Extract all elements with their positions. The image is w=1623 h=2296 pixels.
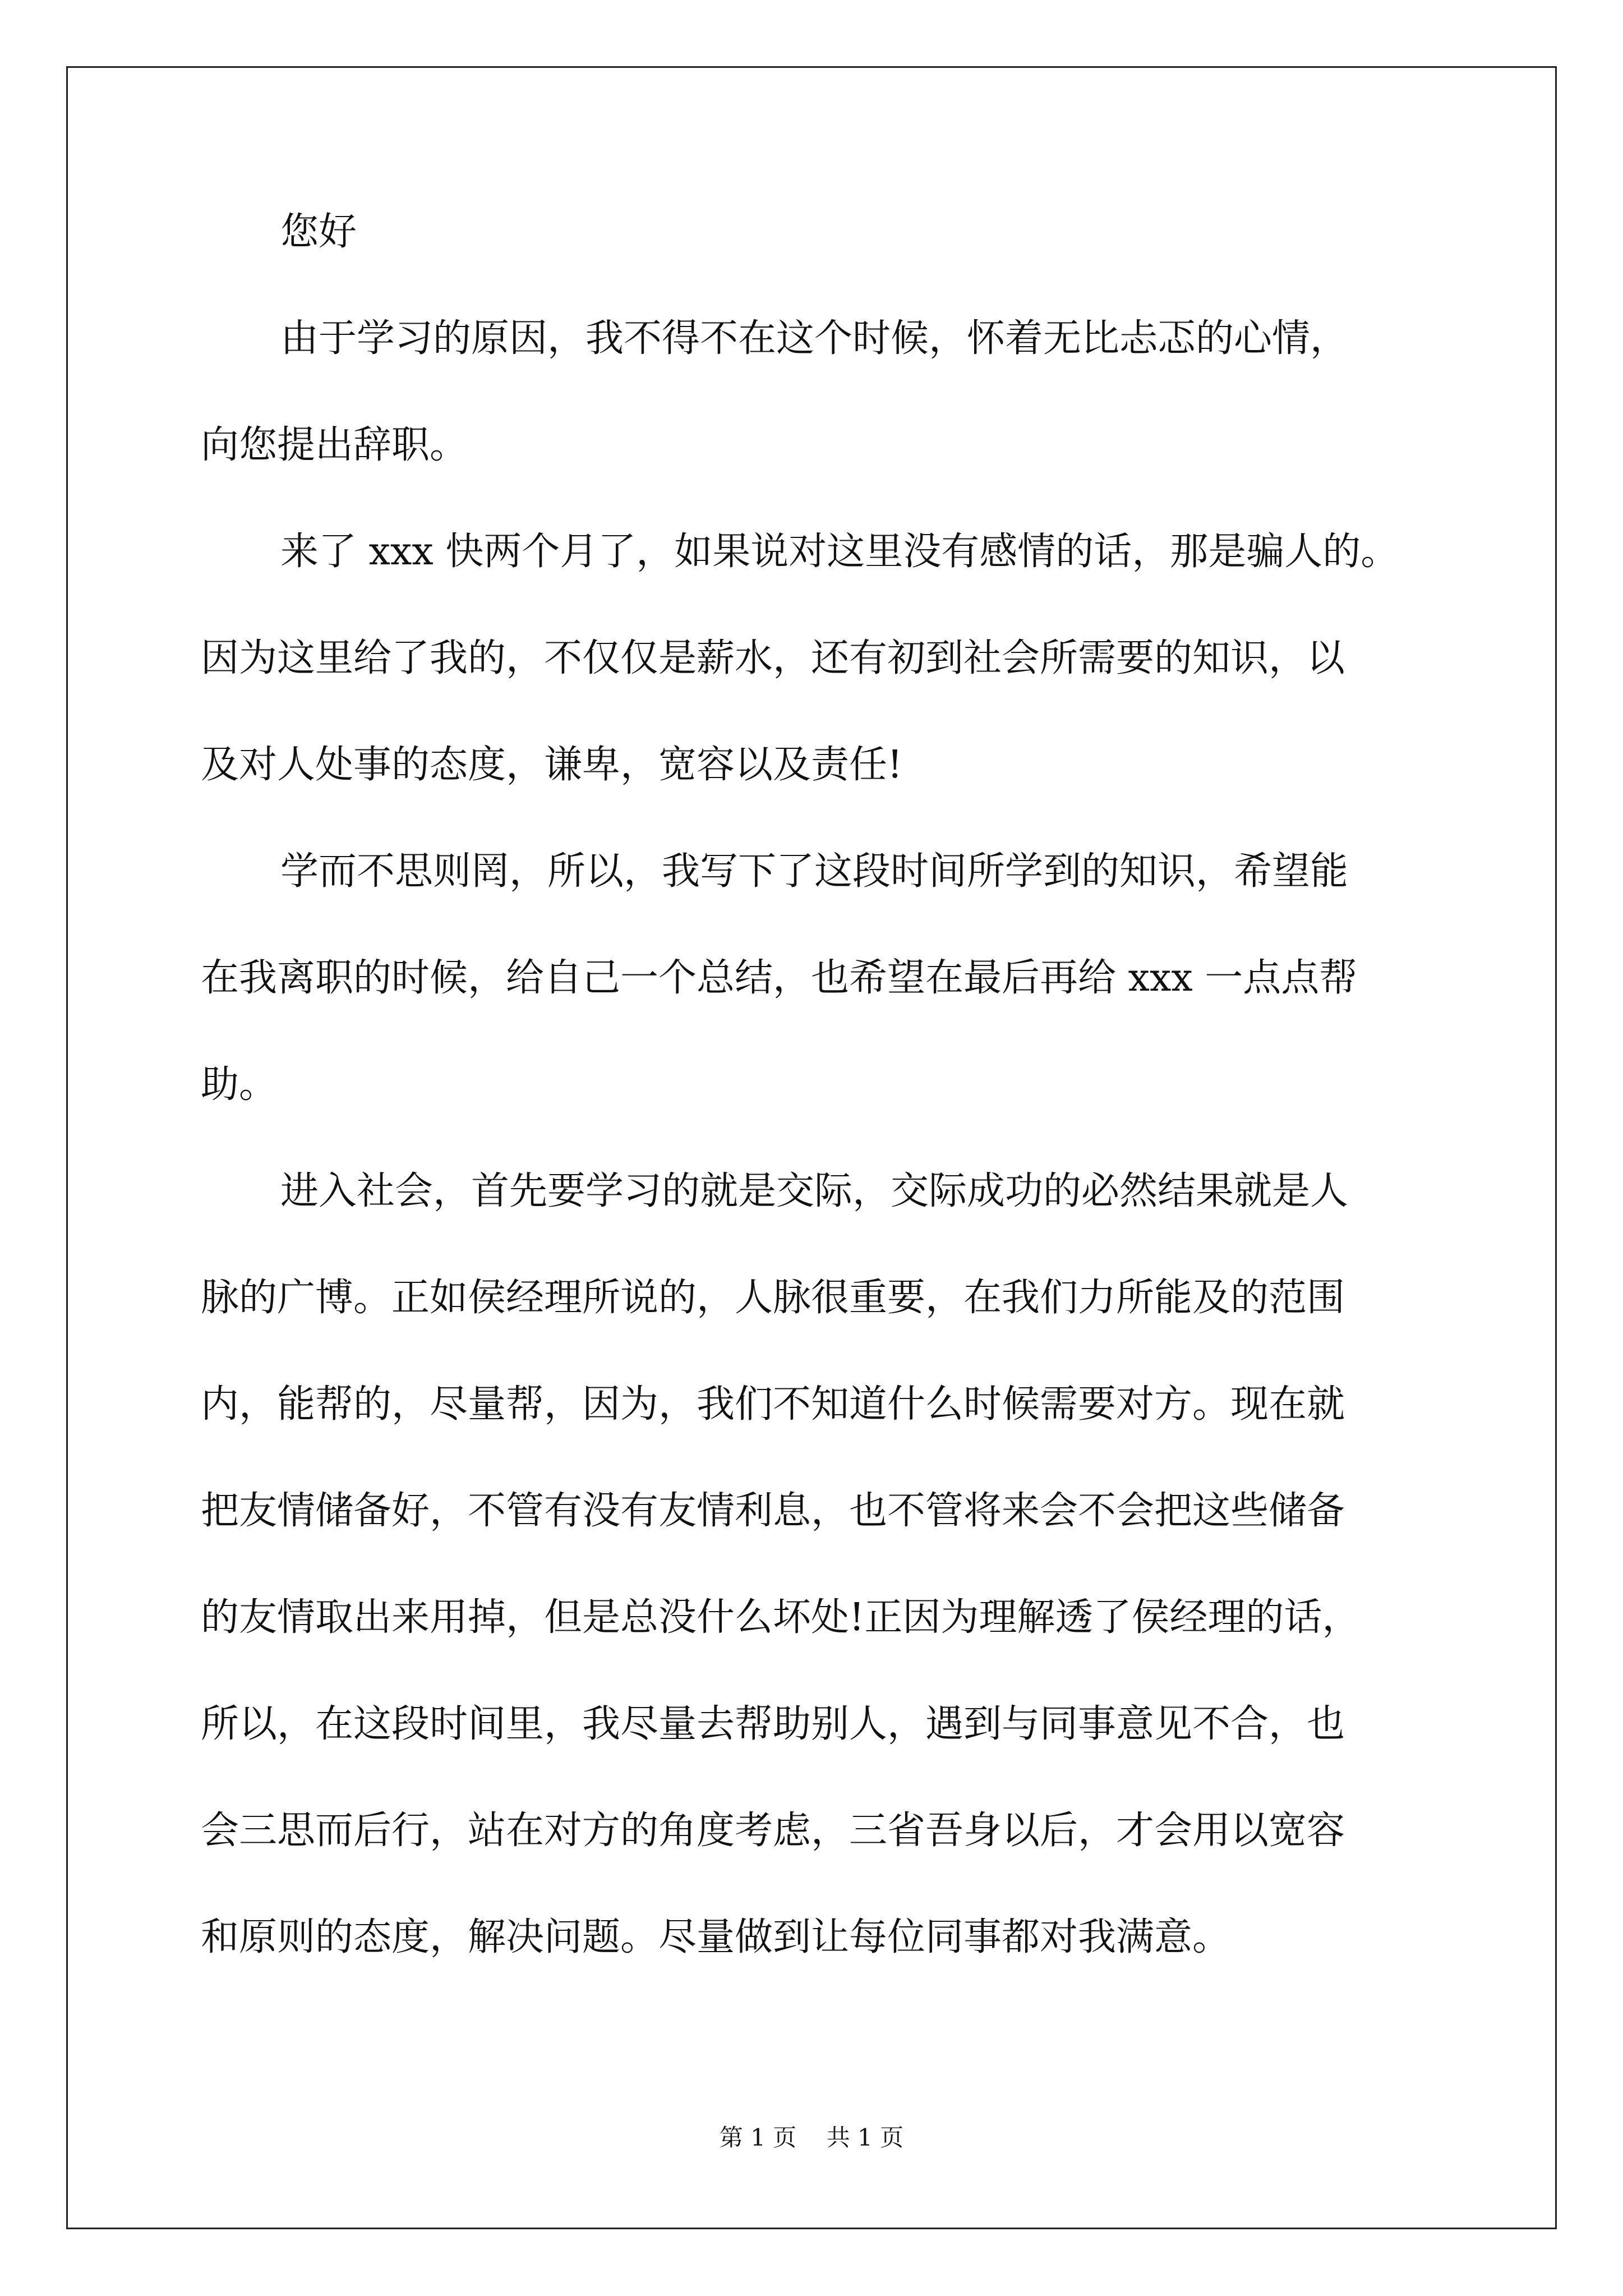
page-footer: 第 1 页 共 1 页 [719,2124,904,2151]
body-line: 脉的广博。正如侯经理所说的，人脉很重要，在我们力所能及的范围 [201,1276,1345,1320]
body-line: 因为这里给了我的，不仅仅是薪水，还有初到社会所需要的知识，以 [201,636,1345,680]
body-line: 及对人处事的态度，谦卑，宽容以及责任! [201,743,903,787]
body-line: 在我离职的时候，给自己一个总结，也希望在最后再给 xxx 一点点帮 [201,956,1358,1000]
body-line: 会三思而后行，站在对方的角度考虑，三省吾身以后，才会用以宽容 [201,1809,1345,1853]
page-border [66,66,1557,2229]
body-line: 助。 [201,1062,278,1107]
body-line: 所以，在这段时间里，我尽量去帮助别人，遇到与同事意见不合，也 [201,1702,1345,1746]
body-line: 向您提出辞职。 [201,423,468,467]
body-line: 来了 xxx 快两个月了，如果说对这里没有感情的话，那是骗人的。 [280,530,1399,574]
body-line: 由于学习的原因，我不得不在这个时候，怀着无比忐忑的心情， [280,316,1349,361]
body-line: 把友情储备好，不管有没有友情利息，也不管将来会不会把这些储备 [201,1489,1345,1533]
body-line: 和原则的态度，解决问题。尽量做到让每位同事都对我满意。 [201,1915,1231,1959]
body-line: 进入社会，首先要学习的就是交际，交际成功的必然结果就是人 [280,1169,1349,1213]
body-line: 学而不思则罔，所以，我写下了这段时间所学到的知识，希望能 [280,849,1349,894]
greeting: 您好 [280,210,357,254]
body-line: 内，能帮的，尽量帮，因为，我们不知道什么时候需要对方。现在就 [201,1382,1345,1427]
body-line: 的友情取出来用掉，但是总没什么坏处!正因为理解透了侯经理的话， [201,1595,1361,1640]
